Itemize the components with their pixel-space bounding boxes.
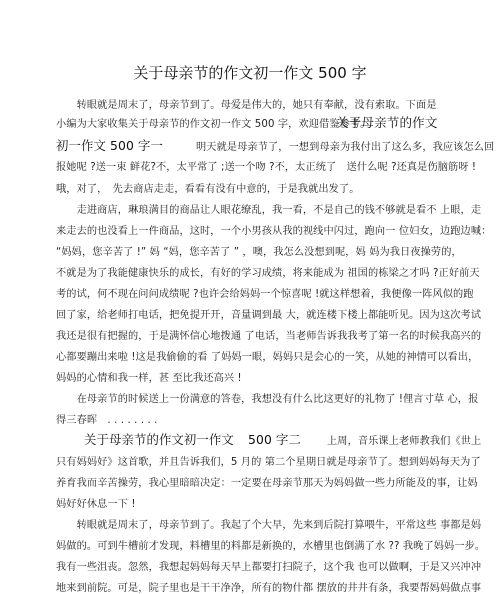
- paragraph-line: 妈妈的心情和我一样，甚 至比我还高兴 !: [56, 373, 242, 384]
- paragraph-line: 妈做的。可到牛槽前才发现，料槽里的料都是新换的，水槽里也倒满了水 ?? 我晚了妈妈一步。: [56, 541, 486, 552]
- paragraph-line: 明天就是母亲节了，一想到母亲为我付出了这么多，我应该怎么回: [196, 142, 495, 153]
- paragraph-line: 哦，对了， 先去商店走走，看看有没有中意的，于是我就出发了。: [56, 184, 360, 195]
- paragraph-line: 养育我而辛苦操劳，我心里暗暗决定：一定要在母亲节那天为妈妈做一些力所能及的事，让妈: [56, 478, 478, 489]
- paragraph-line: 报她呢 ?送一束 鲜花?不，太平常了 ;送一个吻 ?不，太正统了 送什么呢 ?还真是伤脑筋呀 !: [56, 162, 477, 173]
- paragraph-line: 走进商店，琳琅满目的商品让人眼花缭乱，我一看，不是自己的钱不够就是看不 上眼，走: [56, 205, 482, 216]
- paragraph-line: 妈好好休息一下 !: [56, 499, 136, 510]
- paragraph-line: 得三春晖 . . . . . . . .: [56, 415, 158, 426]
- paragraph-line: 我有一些沮丧。忽然，我想起妈妈每天早上都要打扫院子，这个我 也可以做啊，于是又兴冲冲: [56, 562, 482, 573]
- paragraph-line: 回了家，给老师打电话，把免提开开，音量调到最 大，就连楼下楼上都能听见。因为这次考试: [56, 310, 482, 321]
- paragraph-line: 考的试，何不现在问问成绩呢 ?也许会给妈妈一个惊喜呢 !就这样想着，我便像一阵风似的跑: [56, 289, 474, 300]
- paragraph-line: 地来到前院。可是，院子里也是干干净净，所有的物什都 摆放的井井有条，我要帮妈妈做点事: [56, 583, 482, 594]
- paragraph-line: 来走去的也没看上一件商品，这时，一个小男孩从我的视线中闪过，跑向一 位妇女，边跑边喊：: [56, 226, 492, 237]
- paragraph-line: 在母亲节的时候送上一份满意的答卷，我想没有什么比这更好的礼物了 !俚言寸草 心，报: [56, 394, 479, 405]
- section-heading-1-a: 关于母亲节的作文: [336, 115, 438, 130]
- paragraph-line: 我还是很有把握的，于是满怀信心地拨通 了电话，当老师告诉我我考了第一名的时候我高兴的: [56, 331, 482, 342]
- article-title: 关于母亲节的作文初一作文 500 字: [133, 64, 367, 82]
- section-heading-1: 初一作文 500 字一: [56, 138, 163, 153]
- paragraph-line: “妈妈，您辛苦了 !” 妈 “妈，您辛苦了 ” ，噢，我怎么没想到呢，妈 妈为我日夜操劳的，: [56, 247, 462, 258]
- paragraph-line: 心都要蹦出来啦 !这是我偷偷的看 了妈妈一眼，妈妈只是会心的一笑，从她的神情可以看出，: [56, 352, 479, 363]
- section-heading-2-suffix: 500 字二: [248, 432, 301, 447]
- section-heading-2: 关于母亲节的作文初一作文: [84, 432, 234, 447]
- paragraph-line: 小编为大家收集关于母亲节的作文初一作文 500 字，欢迎借鉴参考。: [56, 119, 371, 130]
- paragraph-line: 上周，音乐课上老师教我们《世上: [327, 436, 482, 447]
- paragraph-line: 不就是为了我能健康快乐的成长，有好的学习成绩，将来能成为 祖国的栋梁之才吗 ?正好前天: [56, 268, 480, 279]
- section-heading-part: [336, 112, 438, 131]
- paragraph-line: 只有妈妈好》这首歌，并且告诉我们，5 月的 第二个星期日就是母亲节了。想到妈妈每天为了: [56, 457, 481, 468]
- paragraph-line: 转眼就是周末了，母亲节到了。我起了个大早，先来到后院打算喂牛，平常这些 事都是妈: [56, 520, 482, 531]
- paragraph-line: 转眼就是周末了，母亲节到了。母爱是伟大的，她只有奉献，没有索取。下面是: [56, 100, 437, 111]
